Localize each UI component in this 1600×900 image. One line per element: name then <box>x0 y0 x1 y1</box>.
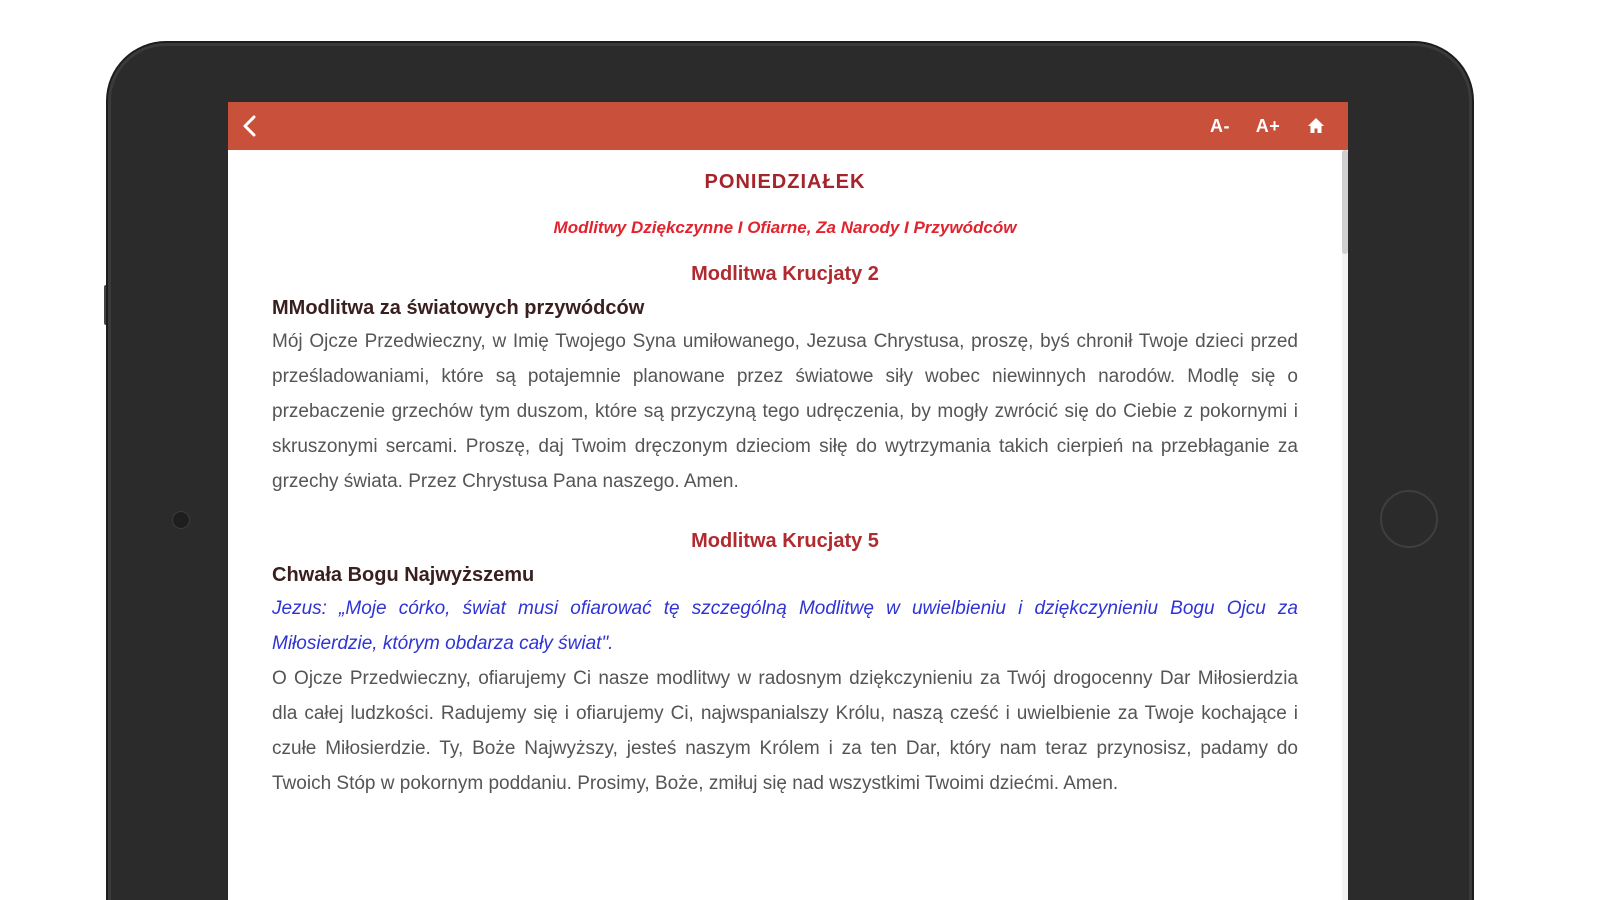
prayer-title: Modlitwa Krucjaty 5 <box>691 530 879 552</box>
home-button-icon <box>1380 490 1438 548</box>
app-bar <box>228 102 1348 150</box>
back-button[interactable] <box>228 102 272 150</box>
home-icon <box>1307 117 1325 135</box>
chevron-left-icon <box>240 114 260 138</box>
prayer-quote: Jezus: „Moje córko, świat musi ofiarować tę szczególną Modlitwę w uwielbieniu i dziękczynieniu Bogu Ojcu za Miłosierdzie, którym obdarza cały świat". <box>272 598 1298 654</box>
camera-icon <box>172 511 190 529</box>
app-screen <box>228 102 1348 900</box>
prayer-title: Modlitwa Krucjaty 2 <box>691 263 879 285</box>
font-decrease-button[interactable]: A- <box>1210 115 1230 136</box>
home-button[interactable] <box>1292 102 1340 150</box>
scrollbar[interactable] <box>1342 150 1348 900</box>
prayer-content <box>272 150 1298 801</box>
prayer-body: Mój Ojcze Przedwieczny, w Imię Twojego Syna umiłowanego, Jezusa Chrystusa, proszę, byś chronił Twoje dzieci przed prześladowaniami, które są potajemnie planowane przez światowe siły wobec niewinnych narodów. Modlę się o przebaczenie grzechów tym duszom, które są przyczyną tego udręczenia, by mogły zwrócić się do Ciebie z pokornymi i skruszonymi sercami. Proszę, daj Twoim dręczonym dzieciom siłę do wytrzymania takich cierpień na przebłaganie za grzechy świata. Przez Chrystusa Pana naszego. Amen. <box>272 331 1298 492</box>
page-subtitle: Modlitwy Dziękczynne I Ofiarne, Za Narody I Przywódców <box>553 218 1017 237</box>
font-increase-button[interactable]: A+ <box>1255 115 1281 136</box>
scrollbar-thumb[interactable] <box>1342 150 1348 254</box>
app-bar-actions <box>1196 102 1348 150</box>
prayer-heading: Chwała Bogu Najwyższemu <box>272 564 535 586</box>
page-title: PONIEDZIAŁEK <box>704 171 866 193</box>
prayer-body: O Ojcze Przedwieczny, ofiarujemy Ci nasze modlitwy w radosnym dziękczynieniu za Twój drogocenny Dar Miłosierdzia dla całej ludzkości. Radujemy się i ofiarujemy Ci, najwspanialszy Królu, naszą cześć i uwielbienie za Twoje kochające i czułe Miłosierdzie. Ty, Boże Najwyższy, jesteś naszym Królem i za ten Dar, który nam teraz przynosisz, padamy do Twoich Stóp w pokornym poddaniu. Prosimy, Boże, zmiłuj się nad wszystkimi Twoimi dziećmi. Amen. <box>272 668 1298 794</box>
prayer-heading: MModlitwa za światowych przywódców <box>272 297 645 319</box>
